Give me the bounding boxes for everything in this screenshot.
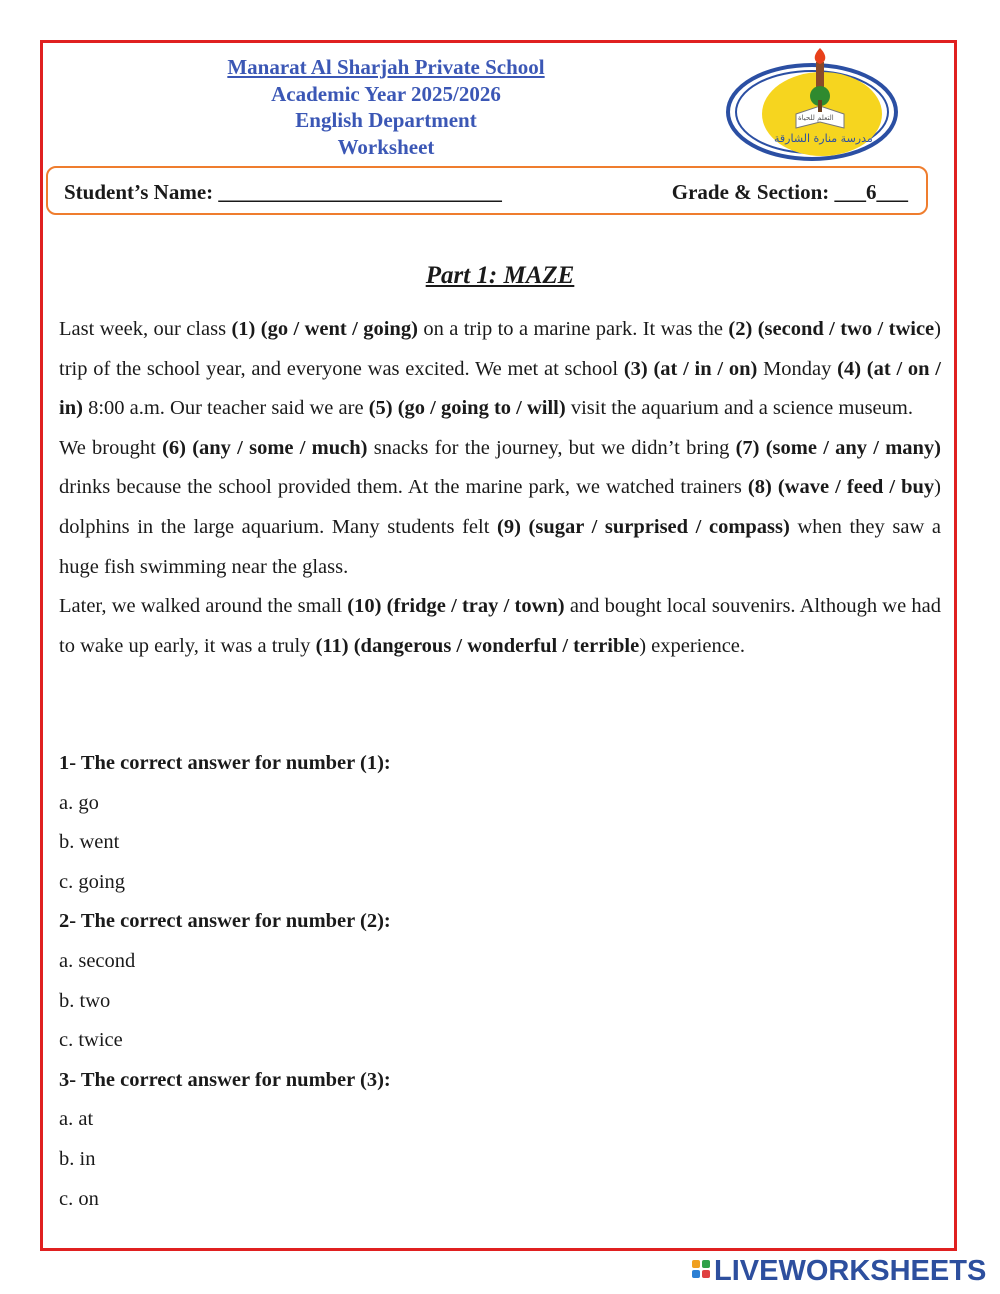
story-text: snacks for the journey, but we didn’t bring [367, 436, 736, 459]
department: English Department [295, 108, 477, 132]
school-header [150, 54, 622, 160]
brand-text: LIVEWORKSHEETS [714, 1255, 987, 1287]
school-logo [726, 44, 916, 164]
answer-option[interactable]: a. go [59, 791, 99, 814]
logo-book-text: التعلم للحياة [798, 114, 834, 122]
story-text: on a trip to a marine park. It was the [417, 318, 729, 340]
torch-icon [816, 62, 824, 88]
answer-option[interactable]: a. second [59, 949, 136, 972]
question-list [59, 744, 941, 1219]
answer-option[interactable]: b. two [59, 989, 111, 1012]
story-paragraph-3 [59, 587, 941, 666]
story-text: visit the aquarium and a science museum. [565, 397, 913, 420]
maze-story [59, 310, 941, 666]
maze-choice[interactable]: (1) (go / went / going) [231, 318, 418, 340]
school-name: Manarat Al Sharjah Private School [227, 55, 545, 79]
story-text: Last week, our class [59, 318, 232, 340]
story-paragraph-2 [59, 429, 941, 587]
answer-option[interactable]: b. went [59, 831, 120, 854]
maze-choice[interactable]: (11) (dangerous / wonderful / terrible [315, 634, 640, 657]
story-text: and bought local souvenirs. Although we had to wake up early, it was a truly [59, 595, 941, 657]
liveworksheets-brand [690, 1254, 990, 1288]
story-text: Later, we walked around the small [59, 595, 348, 618]
question-heading: 2- The correct answer for number (2): [59, 910, 391, 933]
student-name-field[interactable]: Student’s Name: ___________________________ [64, 180, 502, 204]
answer-option[interactable]: c. going [59, 870, 126, 893]
answer-option[interactable]: c. twice [59, 1029, 123, 1052]
maze-choice[interactable]: (9) (sugar / surprised / compass) [497, 515, 790, 538]
maze-choice[interactable]: (10) (fridge / tray / town) [347, 595, 565, 618]
story-text: drinks because the school provided them. At the marine park, we watched trainers [59, 476, 748, 499]
story-text: 8:00 a.m. Our teacher said we are [82, 397, 369, 420]
story-paragraph-1 [59, 310, 941, 429]
story-text: when they saw a huge fish swimming near the glass. [59, 515, 941, 578]
maze-choice[interactable]: (8) (wave / feed / buy [747, 476, 935, 499]
story-text: ) experience. [639, 634, 746, 657]
question-heading: 1- The correct answer for number (1): [59, 752, 391, 774]
maze-choice[interactable]: (5) (go / going to / will) [368, 397, 566, 420]
story-text: ) trip of the school year, and everyone was excited. We met at school [59, 318, 941, 380]
maze-choice[interactable]: (6) (any / some / much) [162, 436, 368, 459]
maze-choice[interactable]: (4) (at / on / in) [59, 357, 941, 420]
academic-year: Academic Year 2025/2026 [271, 81, 501, 106]
story-text: Monday [757, 357, 838, 380]
answer-option[interactable]: c. on [59, 1187, 99, 1210]
question-heading: 3- The correct answer for number (3): [59, 1068, 391, 1091]
grade-section-field[interactable]: Grade & Section: ___6___ [671, 180, 908, 204]
document-type: Worksheet [337, 134, 435, 159]
student-info-box [46, 166, 928, 215]
maze-choice[interactable]: (3) (at / in / on) [623, 357, 758, 380]
answer-option[interactable]: a. at [59, 1108, 94, 1131]
story-text: ) dolphins in the large aquarium. Many students felt [59, 476, 941, 538]
maze-choice[interactable]: (2) (second / two / twice [728, 318, 935, 340]
story-text: We brought [59, 436, 163, 459]
part-title: Part 1: MAZE [425, 262, 575, 289]
maze-choice[interactable]: (7) (some / any / many) [735, 436, 942, 459]
answer-option[interactable]: b. in [59, 1147, 96, 1170]
logo-arabic-text: مدرسة منارة الشارقة [774, 132, 873, 145]
